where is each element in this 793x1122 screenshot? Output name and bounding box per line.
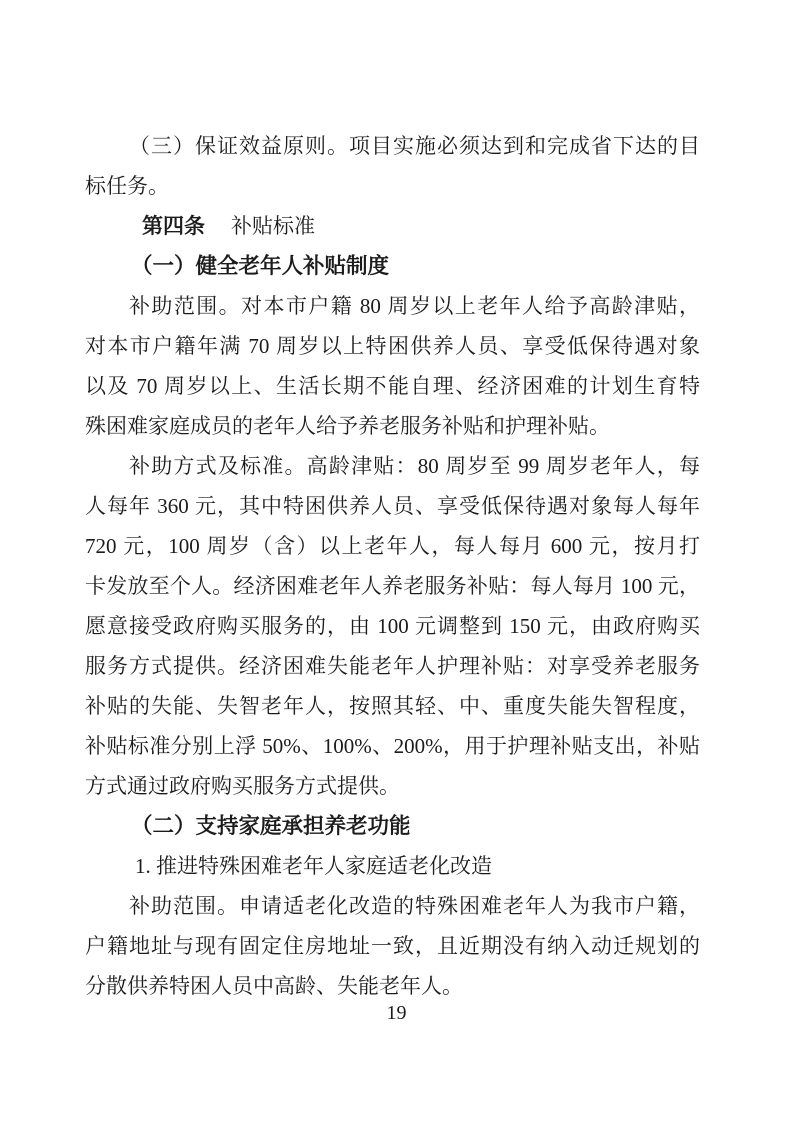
paragraph-line: 方式通过政府购买服务方式提供。: [85, 774, 400, 798]
paragraph-line: 以及 70 周岁以上、生活长期不能自理、经济困难的计划生育特: [85, 374, 700, 398]
subheading-2: （二）支持家庭承担养老功能: [131, 814, 411, 838]
page-number: 19: [386, 1002, 407, 1024]
article-number: 第四条: [142, 215, 205, 238]
paragraph-line: 服务方式提供。经济困难失能老年人护理补贴：对享受养老服务: [85, 654, 700, 678]
paragraph-line: 补贴标准分别上浮 50%、100%、200%，用于护理补贴支出，补贴: [85, 734, 700, 758]
paragraph-line: 标任务。: [85, 174, 169, 198]
paragraph-line: 对本市户籍年满 70 周岁以上特困供养人员、享受低保待遇对象: [85, 334, 700, 358]
article-heading: [85, 206, 700, 246]
numbered-item: 1. 推进特殊困难老年人家庭适老化改造: [135, 854, 492, 878]
paragraph-line: 补助范围。对本市户籍 80 周岁以上老年人给予高龄津贴，: [129, 294, 700, 318]
article-title: 补贴标准: [231, 214, 315, 238]
page-body: [85, 126, 700, 1006]
paragraph-line: 户籍地址与现有固定住房地址一致，且近期没有纳入动迁规划的: [85, 934, 700, 958]
paragraph-line: 补助方式及标准。高龄津贴：80 周岁至 99 周岁老年人，每: [129, 454, 700, 478]
paragraph-line: 殊困难家庭成员的老年人给予养老服务补贴和护理补贴。: [85, 414, 610, 438]
paragraph-line: 补贴的失能、失智老年人，按照其轻、中、重度失能失智程度，: [85, 694, 700, 718]
paragraph-line: 愿意接受政府购买服务的，由 100 元调整到 150 元，由政府购买: [85, 614, 700, 638]
paragraph-line: 补助范围。申请适老化改造的特殊困难老年人为我市户籍，: [129, 894, 700, 918]
subheading-1: （一）健全老年人补贴制度: [131, 254, 390, 278]
paragraph-line: （三）保证效益原则。项目实施必须达到和完成省下达的目: [129, 134, 700, 158]
paragraph-line: 卡发放至个人。经济困难老年人养老服务补贴：每人每月 100 元，: [85, 574, 700, 598]
paragraph-line: 720 元，100 周岁（含）以上老年人，每人每月 600 元，按月打: [85, 534, 700, 558]
paragraph-line: 人每年 360 元，其中特困供养人员、享受低保待遇对象每人每年: [85, 494, 700, 518]
paragraph-line: 分散供养特困人员中高龄、失能老年人。: [85, 974, 463, 998]
